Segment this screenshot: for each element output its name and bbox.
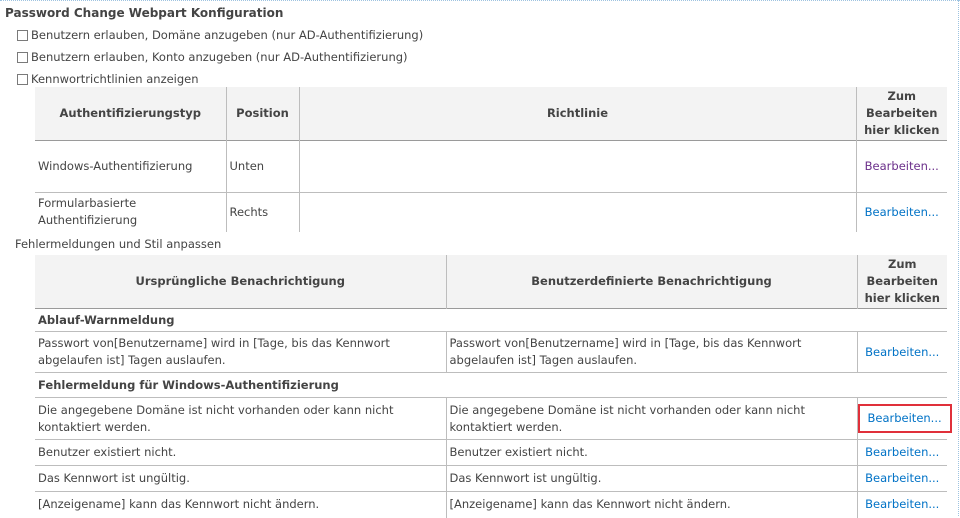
top-divider xyxy=(0,0,960,1)
group-row-expiry xyxy=(35,309,947,332)
table-row xyxy=(35,398,947,440)
auth-type: Windows-Authentifizierung xyxy=(35,141,226,193)
custom-message: Die angegebene Domäne ist nicht vorhanden oder kann nicht kontaktiert werden. xyxy=(446,398,857,440)
table-row xyxy=(35,193,947,232)
auth-table-header xyxy=(35,87,947,141)
col-header-position: Position xyxy=(226,87,299,141)
right-divider xyxy=(958,0,959,516)
group-row-windows-auth xyxy=(35,373,947,398)
table-row xyxy=(35,466,947,492)
edit-link[interactable]: Bearbeiten... xyxy=(864,159,939,173)
option-label: Kennwortrichtlinien anzeigen xyxy=(31,72,199,86)
option-allow-domain[interactable] xyxy=(17,28,423,42)
edit-link[interactable]: Bearbeiten... xyxy=(865,471,940,485)
col-header-edit: Zum Bearbeiten hier klicken xyxy=(856,87,947,141)
messages-heading: Fehlermeldungen und Stil anpassen xyxy=(15,237,222,251)
edit-link-highlighted[interactable]: Bearbeiten... xyxy=(858,404,952,433)
col-header-edit: Zum Bearbeiten hier klicken xyxy=(857,255,947,309)
auth-table xyxy=(35,87,947,232)
checkbox[interactable] xyxy=(17,30,28,41)
original-message: [Anzeigename] kann das Kennwort nicht ändern. xyxy=(35,492,446,518)
original-message: Benutzer existiert nicht. xyxy=(35,440,446,466)
col-header-auth-type: Authentifizierungstyp xyxy=(35,87,226,141)
auth-type: Formularbasierte Authentifizierung xyxy=(35,193,226,232)
option-label: Benutzern erlauben, Konto anzugeben (nur AD-Authentifizierung) xyxy=(31,50,408,64)
section-title: Password Change Webpart Konfiguration xyxy=(5,6,284,20)
table-row xyxy=(35,332,947,373)
group-title: Fehlermeldung für Windows-Authentifizierung xyxy=(35,373,947,398)
checkbox[interactable] xyxy=(17,74,28,85)
edit-link[interactable]: Bearbeiten... xyxy=(865,344,940,359)
messages-table-header xyxy=(35,255,947,309)
policy xyxy=(299,141,856,193)
custom-message: Benutzer existiert nicht. xyxy=(446,440,857,466)
custom-message: Das Kennwort ist ungültig. xyxy=(446,466,857,492)
option-label: Benutzern erlauben, Domäne anzugeben (nur AD-Authentifizierung) xyxy=(31,28,424,42)
option-allow-account[interactable] xyxy=(17,50,408,64)
custom-message: Passwort von[Benutzername] wird in [Tage, bis das Kennwort abgelaufen ist] Tagen auslaufen. xyxy=(446,332,857,373)
col-header-policy: Richtlinie xyxy=(299,87,856,141)
custom-message: [Anzeigename] kann das Kennwort nicht ändern. xyxy=(446,492,857,518)
table-row xyxy=(35,141,947,193)
position: Unten xyxy=(226,141,299,193)
messages-table xyxy=(35,255,947,518)
col-header-original: Ursprüngliche Benachrichtigung xyxy=(35,255,446,309)
checkbox[interactable] xyxy=(17,52,28,63)
group-title: Ablauf-Warnmeldung xyxy=(35,309,947,332)
col-header-custom: Benutzerdefinierte Benachrichtigung xyxy=(446,255,857,309)
policy xyxy=(299,193,856,232)
table-row xyxy=(35,440,947,466)
position: Rechts xyxy=(226,193,299,232)
edit-link[interactable]: Bearbeiten... xyxy=(864,204,939,219)
edit-link[interactable]: Bearbeiten... xyxy=(865,445,940,459)
table-row xyxy=(35,492,947,518)
original-message: Die angegebene Domäne ist nicht vorhanden oder kann nicht kontaktiert werden. xyxy=(35,398,446,440)
original-message: Passwort von[Benutzername] wird in [Tage, bis das Kennwort abgelaufen ist] Tagen auslaufen. xyxy=(35,332,446,373)
option-show-policies[interactable] xyxy=(17,72,199,86)
edit-link[interactable]: Bearbeiten... xyxy=(865,497,940,512)
original-message: Das Kennwort ist ungültig. xyxy=(35,466,446,492)
